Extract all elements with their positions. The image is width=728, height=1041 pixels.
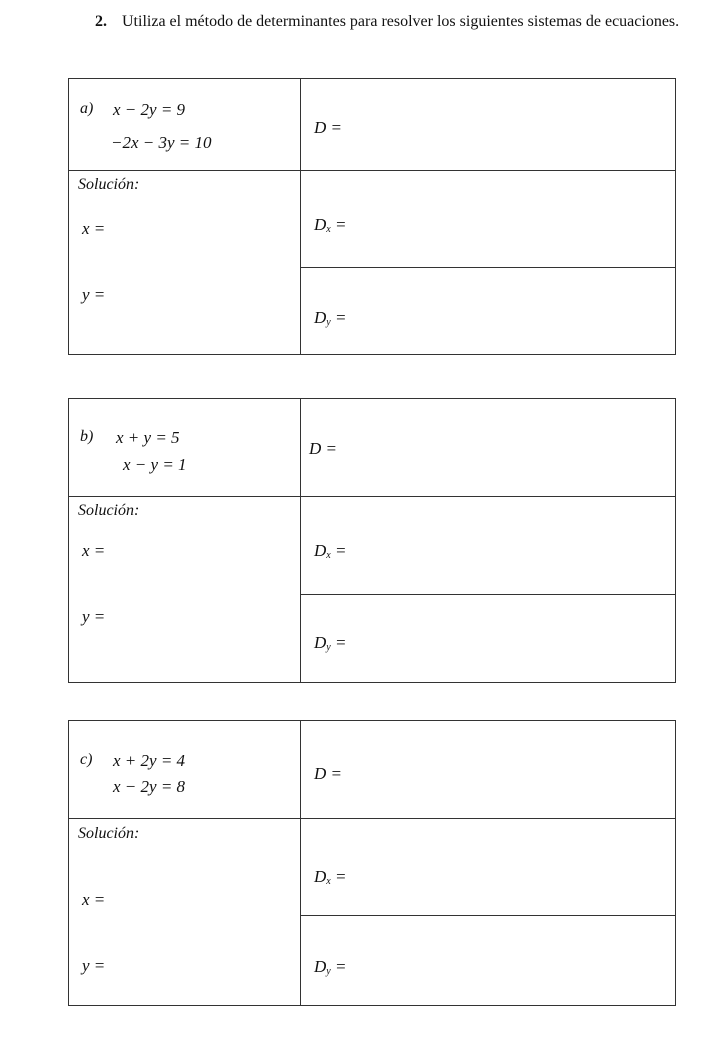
equation-1: x − 2y = 9 — [113, 100, 186, 119]
y-answer-label: y = — [82, 285, 106, 304]
determinant-dy-label: $D_y$ = — [314, 957, 347, 977]
system-box-a — [68, 78, 676, 355]
equation-1: x + 2y = 4 — [113, 751, 186, 770]
solution-label: Solución: — [78, 176, 140, 193]
system-letter: a) — [80, 100, 94, 117]
system-letter: b) — [80, 428, 94, 445]
solution-label: Solución: — [78, 825, 140, 842]
x-answer-label: x = — [82, 219, 106, 238]
problem-number: 2. — [95, 13, 107, 30]
problem-text: Utiliza el método de determinantes para resolver los siguientes sistemas de ecuaciones. — [122, 13, 680, 30]
y-answer-label: y = — [82, 956, 106, 975]
determinant-d-label: D = — [309, 439, 337, 458]
equation-2: x − 2y = 8 — [113, 777, 186, 796]
y-answer-label: y = — [82, 607, 106, 626]
problem-statement — [95, 11, 685, 32]
system-box-b — [68, 398, 676, 683]
determinant-dx-label: $D_x$ = — [314, 541, 347, 561]
equation-2: −2x − 3y = 10 — [111, 133, 212, 152]
equation-2: x − y = 1 — [123, 455, 187, 474]
x-answer-label: x = — [82, 890, 106, 909]
solution-label: Solución: — [78, 502, 140, 519]
determinant-dx-label: $D_x$ = — [314, 215, 347, 235]
determinant-d-label: D = — [314, 118, 342, 137]
system-box-c — [68, 720, 676, 1006]
determinant-dy-label: $D_y$ = — [314, 633, 347, 653]
determinant-dx-label: $D_x$ = — [314, 867, 347, 887]
equation-1: x + y = 5 — [116, 428, 180, 447]
x-answer-label: x = — [82, 541, 106, 560]
system-letter: c) — [80, 751, 93, 768]
determinant-dy-label: $D_y$ = — [314, 308, 347, 328]
determinant-d-label: D = — [314, 764, 342, 783]
